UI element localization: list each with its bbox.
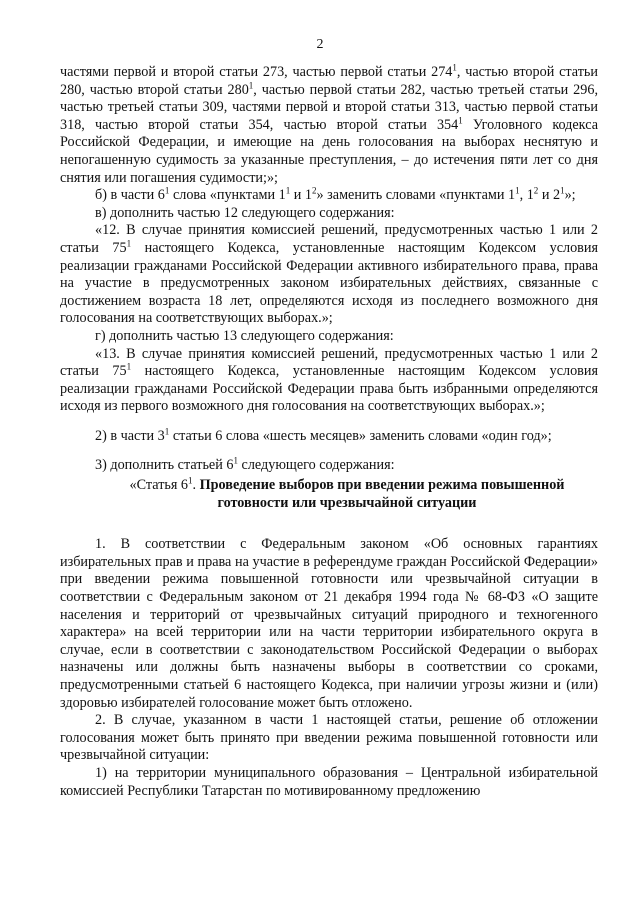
paragraph-9: 1. В соответствии с Федеральным законом «Об основных гарантиях избирательных прав и права на участие в референдуме граждан Российской Федерации» при введении режима повышенной готовности или чрезвычайной ситуации в соответствии с Федеральным законом от 21 декабря 1994 года № 68-ФЗ «О защите населения и территорий от чрезвычайных ситуаций природного и техногенного характера» на всей территории или на части территории избирательного округа в случае, если в соответствии с законодательством Российской Федерации о выборах назначены или должны быть назначены выборы в соответствии со сроками, предусмотренными статьей 6 настоящего Кодекса, при наличии угрозы жизни и (или) здоровью избирателей голосование может быть отложено. <box>60 536 598 711</box>
paragraph-8: 3) дополнить статьей $6^1$ следующего содержания: <box>95 455 395 474</box>
paragraph-6: «13. В случае принятия комиссией решений, предусмотренных частью 1 или 2 статьи $75^1$ настоящего Кодекса, установленные настоящим Кодексом условия реализации гражданами Российской Федерации права быть избранными определяются исходя из первого возможного дня голосования на соответствующих выборах.»; <box>60 345 598 415</box>
paragraph-10: 2. В случае, указанном в части 1 настоящей статьи, решение об отложении голосования может быть принято при введении режима повышенной готовности или чрезвычайной ситуации: <box>60 712 598 764</box>
article-heading: «Статья $6^1$. Проведение выборов при введении режима повышенной готовности или чрезвычайной ситуации <box>129 475 565 511</box>
document-body <box>60 64 598 800</box>
paragraph-2: б) в части $6^1$ слова «пунктами $1^1$ и $1^2$» заменить словами «пунктами $1^1$, $1^2$ и $2^1$»; <box>95 185 576 204</box>
paragraph-5: г) дополнить частью 13 следующего содержания: <box>95 327 394 344</box>
page-number: 2 <box>316 37 324 52</box>
article-title: Проведение выборов при введении режима повышенной готовности или чрезвычайной ситуации <box>199 477 565 511</box>
paragraph-3: в) дополнить частью 12 следующего содержания: <box>95 204 395 221</box>
paragraph-1: частями первой и второй статьи 273, частью первой статьи $274^1$, частью второй статьи 280, частью второй статьи $280^1$, частью первой статьи 282, частью третьей статьи 296, частью третьей статьи 309, частями первой и второй статьи 313, частью первой статьи 318, частью второй статьи 354, частью второй статьи $354^1$ Уголовного кодекса Российской Федерации, и имеющие на день голосования на выборах неснятую и непогашенную судимость за указанные преступления, – до истечения пяти лет со дня снятия или погашения судимости;»; <box>60 62 598 186</box>
paragraph-11: 1) на территории муниципального образования – Центральной избирательной комиссией Республики Татарстан по мотивированному предложению <box>60 764 598 799</box>
paragraph-4: «12. В случае принятия комиссией решений, предусмотренных частью 1 или 2 статьи $75^1$ настоящего Кодекса, установленные настоящим Кодексом условия реализации гражданами Российской Федерации активного избирательного права, права на участие в предусмотренных законом избирательных действиях, связанные с достижением возраста 18 лет, определяются исходя из последнего возможного дня голосования на соответствующих выборах.»; <box>60 222 598 327</box>
paragraph-7: 2) в части $3^1$ статьи 6 слова «шесть месяцев» заменить словами «один год»; <box>95 426 552 444</box>
